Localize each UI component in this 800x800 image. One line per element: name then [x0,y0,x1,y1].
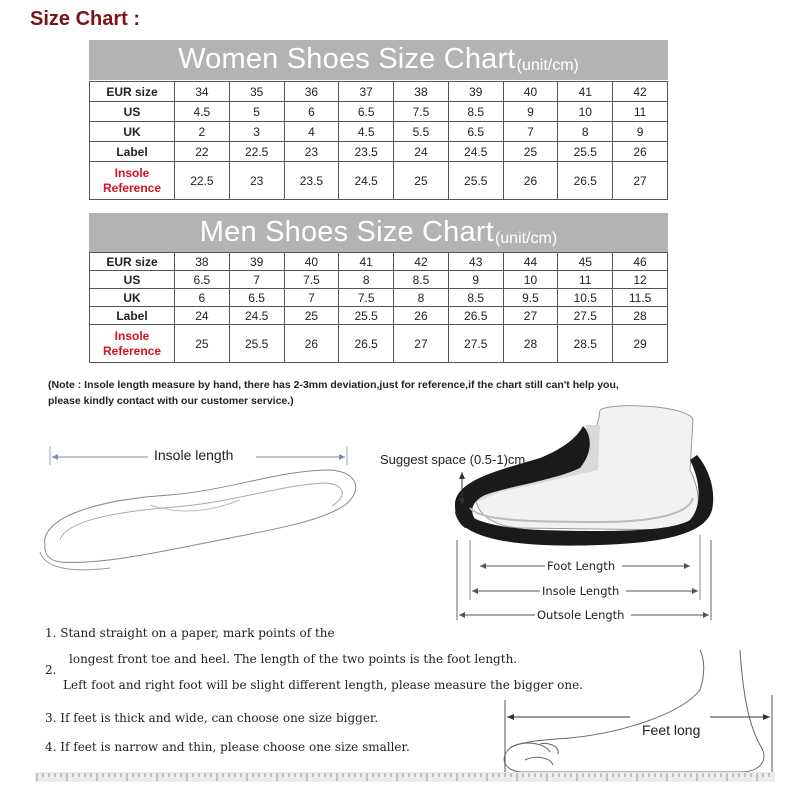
step-4: 4. If feet is narrow and thin, please choose one size smaller. [45,740,410,754]
table-cell: 40 [284,253,339,271]
table-cell: 41 [558,82,613,102]
table-cell: 6.5 [448,122,503,142]
table-cell: 37 [339,82,394,102]
table-cell: 23.5 [284,162,339,200]
table-cell: 8 [394,289,449,307]
insole-label-line2: Reference [102,180,162,195]
table-cell: 27 [503,307,558,325]
women-chart-title: Women Shoes Size Chart [178,43,516,75]
table-cell: 5 [229,102,284,122]
foot-length-label: Foot Length [547,559,616,573]
step-3: 3. If feet is thick and wide, can choose one size bigger. [45,711,379,725]
table-cell: 40 [503,82,558,102]
table-cell: 26.5 [339,325,394,363]
table-cell: 27 [613,162,668,200]
table-cell: 9 [503,102,558,122]
table-cell: 25.5 [558,142,613,162]
table-cell: 4.5 [175,102,230,122]
table-cell: 4 [284,122,339,142]
suggest-space-label: Suggest space (0.5-1)cm [380,452,526,467]
size-chart-heading: Size Chart : [30,8,141,30]
table-cell: 8.5 [448,289,503,307]
table-cell: 25 [394,162,449,200]
table-cell: 22.5 [175,162,230,200]
table-cell: 26 [503,162,558,200]
table-cell: 8 [339,271,394,289]
step-2-number: 2. [45,663,57,677]
men-chart-title: Men Shoes Size Chart [199,216,494,248]
table-cell: 38 [394,82,449,102]
table-cell: 11 [558,271,613,289]
table-cell: 3 [229,122,284,142]
feet-long-label: Feet long [642,722,701,738]
table-cell: 22 [175,142,230,162]
step-2: Left foot and right foot will be slight different length, please measure the bigger one. [63,678,584,692]
table-cell: 24 [394,142,449,162]
table-cell: 23.5 [339,142,394,162]
row-label: UK [90,289,175,307]
table-cell: 28 [503,325,558,363]
table-cell: 24.5 [339,162,394,200]
insole-length-shoe-label: Insole Length [542,584,620,598]
table-cell: 25.5 [448,162,503,200]
women-chart-unit: (unit/cm) [516,57,579,74]
table-cell: 42 [613,82,668,102]
table-cell: 41 [339,253,394,271]
insole-label-line1: Insole [114,328,150,343]
table-cell: 36 [284,82,339,102]
table-cell: 27.5 [448,325,503,363]
table-cell: 25 [503,142,558,162]
table-cell: 24.5 [229,307,284,325]
table-cell: 8 [558,122,613,142]
table-cell: 7.5 [284,271,339,289]
step-1-continued: longest front toe and heel. The length of the two points is the foot length. [69,652,518,666]
table-cell: 28.5 [558,325,613,363]
table-cell: 26.5 [448,307,503,325]
table-cell: 11.5 [613,289,668,307]
row-label: US [90,271,175,289]
insole-label-line1: Insole [114,165,150,180]
table-cell: 38 [175,253,230,271]
table-cell: 23 [229,162,284,200]
outsole-length-label: Outsole Length [537,608,625,622]
table-cell: 34 [175,82,230,102]
table-cell: 44 [503,253,558,271]
table-cell: 25 [284,307,339,325]
table-cell: 7 [284,289,339,307]
row-label: EUR size [90,253,175,271]
note-line-1: (Note : Insole length measure by hand, there has 2-3mm deviation,just for reference,if the chart still can't help you, [48,379,619,391]
table-cell: 25.5 [339,307,394,325]
table-cell: 22.5 [229,142,284,162]
ruler-strip [35,770,775,784]
table-cell: 42 [394,253,449,271]
table-cell: 46 [613,253,668,271]
table-cell: 6 [284,102,339,122]
table-cell: 24 [175,307,230,325]
table-cell: 23 [284,142,339,162]
table-cell: 12 [613,271,668,289]
table-cell: 10 [503,271,558,289]
men-chart-unit: (unit/cm) [494,230,558,247]
table-cell: 29 [613,325,668,363]
table-cell: 25 [175,325,230,363]
table-cell: 9 [448,271,503,289]
row-label: US [90,102,175,122]
insole-length-label: Insole length [154,447,234,463]
insole-label-line2: Reference [102,343,162,358]
table-cell: 9 [613,122,668,142]
table-cell: 39 [448,82,503,102]
row-label: EUR size [90,82,175,102]
table-cell: 6.5 [229,289,284,307]
table-cell: 10 [558,102,613,122]
table-cell: 27 [394,325,449,363]
table-cell: 7 [229,271,284,289]
foot-measure-illustration [504,650,772,775]
table-cell: 10.5 [558,289,613,307]
table-cell: 26.5 [558,162,613,200]
table-cell: 7 [503,122,558,142]
step-1: 1. Stand straight on a paper, mark points of the [45,626,335,640]
table-cell: 6.5 [339,102,394,122]
table-cell: 28 [613,307,668,325]
table-cell: 27.5 [558,307,613,325]
table-cell: 5.5 [394,122,449,142]
table-cell: 26 [284,325,339,363]
note-line-2: please kindly contact with our customer service.) [48,395,294,407]
table-cell: 26 [394,307,449,325]
table-cell: 39 [229,253,284,271]
table-cell: 8.5 [394,271,449,289]
table-cell: 7.5 [339,289,394,307]
table-cell: 7.5 [394,102,449,122]
row-label: Label [90,307,175,325]
table-cell: 8.5 [448,102,503,122]
table-cell: 9.5 [503,289,558,307]
table-cell: 26 [613,142,668,162]
row-label: UK [90,122,175,142]
table-cell: 24.5 [448,142,503,162]
insole-illustration [40,446,356,570]
table-cell: 6 [175,289,230,307]
table-cell: 25.5 [229,325,284,363]
table-cell: 4.5 [339,122,394,142]
table-cell: 11 [613,102,668,122]
table-cell: 45 [558,253,613,271]
table-cell: 43 [448,253,503,271]
row-label: Label [90,142,175,162]
table-cell: 35 [229,82,284,102]
table-cell: 6.5 [175,271,230,289]
table-cell: 2 [175,122,230,142]
